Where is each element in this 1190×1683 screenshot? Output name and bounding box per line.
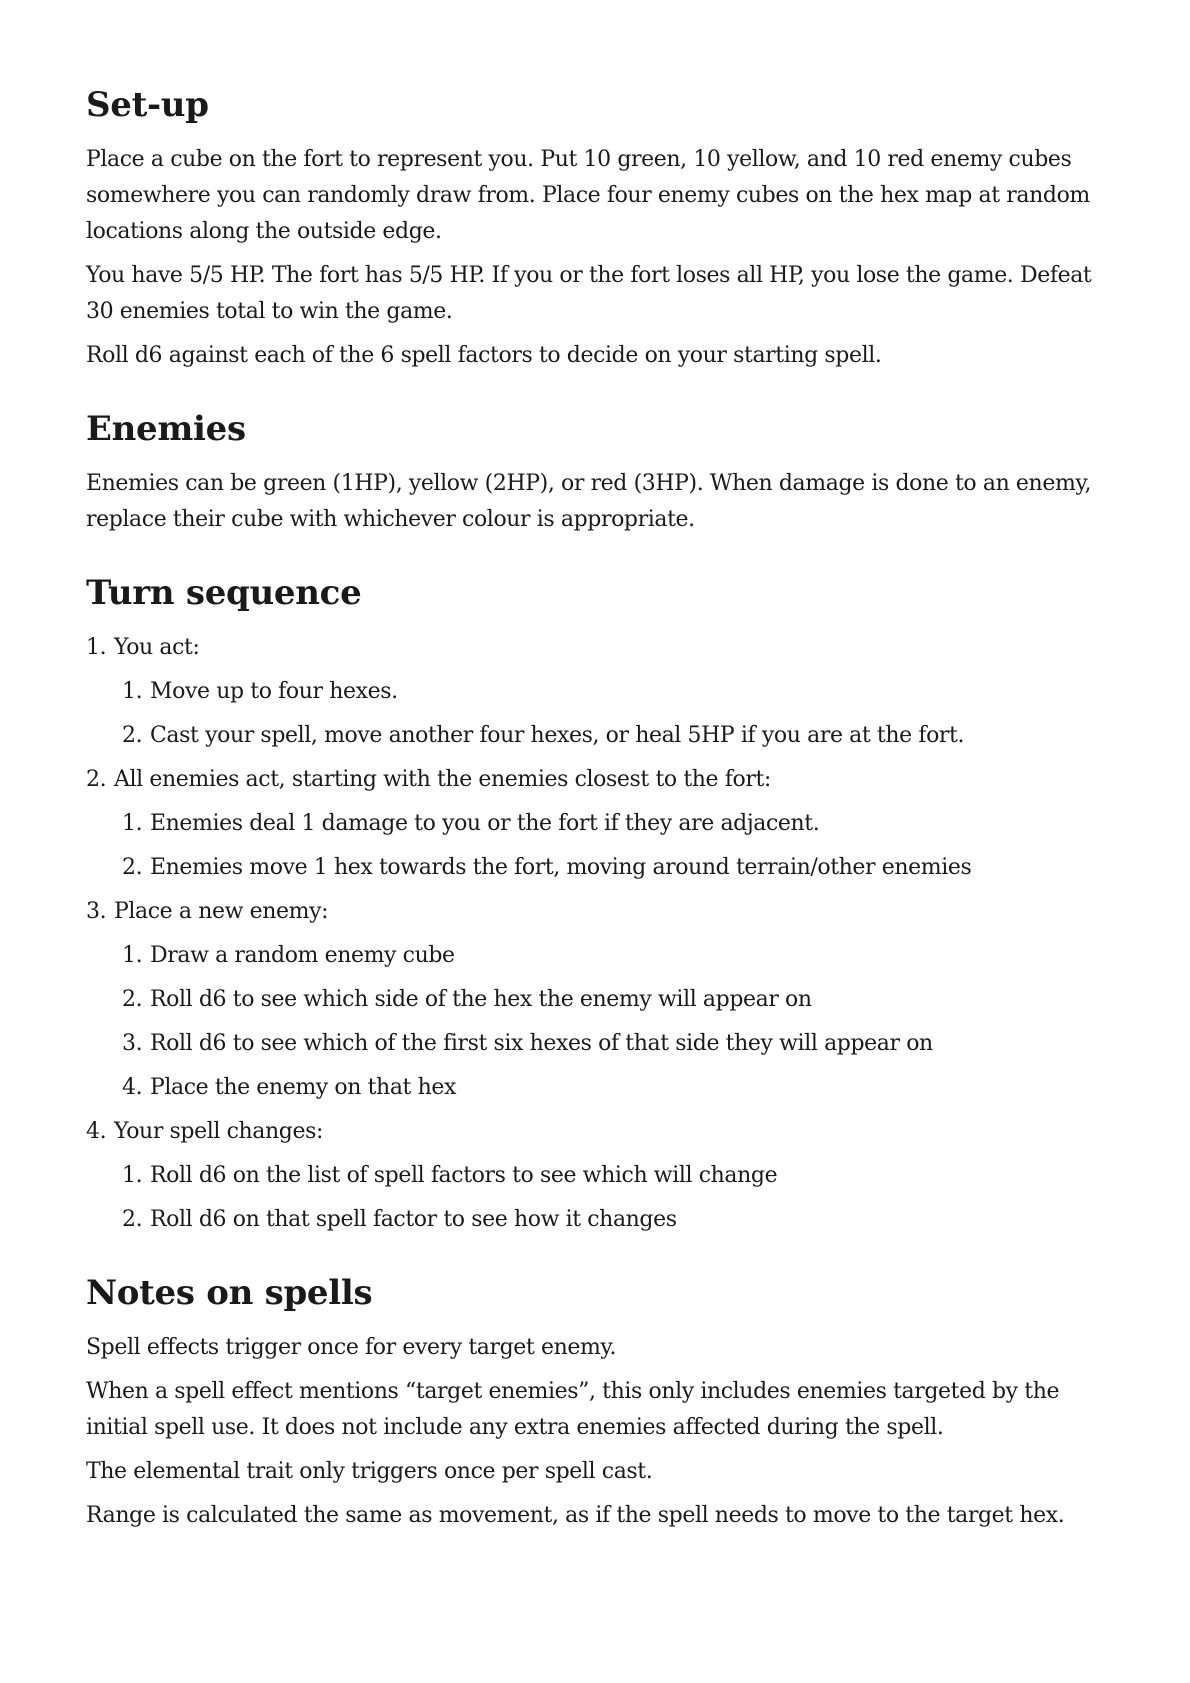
substep-number: 2.: [122, 987, 143, 1012]
substep: [86, 1070, 1106, 1106]
substep-text: Roll d6 on the list of spell factors to see which will change: [150, 1163, 778, 1188]
substeps-list: [86, 938, 1106, 1106]
section-notes-on-spells: [86, 1272, 1106, 1534]
substep-number: 3.: [122, 1031, 143, 1056]
substep: [86, 982, 1106, 1018]
substep-number: 2.: [122, 723, 143, 748]
substep-text: Enemies deal 1 damage to you or the fort if they are adjacent.: [150, 811, 820, 836]
step-text: Place a new enemy:: [114, 899, 329, 924]
step-text: All enemies act, starting with the enemies closest to the fort:: [114, 767, 771, 792]
substep-text: Roll d6 on that spell factor to see how it changes: [150, 1207, 677, 1232]
paragraph: The elemental trait only triggers once per spell cast.: [86, 1459, 653, 1484]
paragraph: You have 5/5 HP. The fort has 5/5 HP. If you or the fort loses all HP, you lose the game. Defeat 30 enemies total to win the game.: [86, 263, 1092, 324]
paragraph: Enemies can be green (1HP), yellow (2HP), or red (3HP). When damage is done to an enemy, replace their cube with whichever colour is appropriate.: [86, 471, 1092, 532]
substep: [86, 1202, 1106, 1238]
step-number: 4.: [86, 1119, 107, 1144]
substep: [86, 938, 1106, 974]
section-turn-sequence: [86, 572, 1106, 1238]
paragraph: Place a cube on the fort to represent you. Put 10 green, 10 yellow, and 10 red enemy cubes somewhere you can randomly draw from. Place four enemy cubes on the hex map at random locations along the outside edge.: [86, 147, 1090, 244]
section-setup: [86, 84, 1106, 374]
step-number: 1.: [86, 635, 107, 660]
substep-number: 2.: [122, 1207, 143, 1232]
substep: [86, 674, 1106, 710]
substep: [86, 1026, 1106, 1062]
substep-text: Enemies move 1 hex towards the fort, moving around terrain/other enemies: [150, 855, 972, 880]
substep-number: 1.: [122, 1163, 143, 1188]
turn-step: [86, 762, 1106, 886]
paragraph: Roll d6 against each of the 6 spell factors to decide on your starting spell.: [86, 343, 882, 368]
substep-text: Move up to four hexes.: [150, 679, 398, 704]
substep-text: Roll d6 to see which of the first six hexes of that side they will appear on: [150, 1031, 933, 1056]
substep: [86, 806, 1106, 842]
substeps-list: [86, 806, 1106, 886]
substep-number: 1.: [122, 811, 143, 836]
substep: [86, 1158, 1106, 1194]
document-content: [86, 84, 1106, 1568]
paragraph: When a spell effect mentions “target enemies”, this only includes enemies targeted by the initial spell use. It does not include any extra enemies affected during the spell.: [86, 1379, 1060, 1440]
step-number: 2.: [86, 767, 107, 792]
substeps-list: [86, 1158, 1106, 1238]
substep-number: 2.: [122, 855, 143, 880]
substep-text: Place the enemy on that hex: [150, 1075, 456, 1100]
substep-text: Cast your spell, move another four hexes, or heal 5HP if you are at the fort.: [150, 723, 965, 748]
substeps-list: [86, 674, 1106, 754]
paragraph: Spell effects trigger once for every target enemy.: [86, 1335, 617, 1360]
section-heading: Enemies: [86, 409, 246, 449]
section-heading: Notes on spells: [86, 1273, 373, 1313]
turn-step: [86, 630, 1106, 754]
section-heading: Set-up: [86, 85, 209, 125]
step-text: You act:: [114, 635, 200, 660]
step-number: 3.: [86, 899, 107, 924]
substep-number: 1.: [122, 943, 143, 968]
turn-step: [86, 1114, 1106, 1238]
step-text: Your spell changes:: [114, 1119, 323, 1144]
substep-number: 4.: [122, 1075, 143, 1100]
paragraph: Range is calculated the same as movement, as if the spell needs to move to the target hex.: [86, 1503, 1065, 1528]
substep-text: Draw a random enemy cube: [150, 943, 455, 968]
substep-text: Roll d6 to see which side of the hex the enemy will appear on: [150, 987, 812, 1012]
substep: [86, 850, 1106, 886]
section-heading: Turn sequence: [86, 573, 362, 613]
turn-step: [86, 894, 1106, 1106]
substep-number: 1.: [122, 679, 143, 704]
turn-steps-list: [86, 630, 1106, 1238]
substep: [86, 718, 1106, 754]
section-enemies: [86, 408, 1106, 538]
